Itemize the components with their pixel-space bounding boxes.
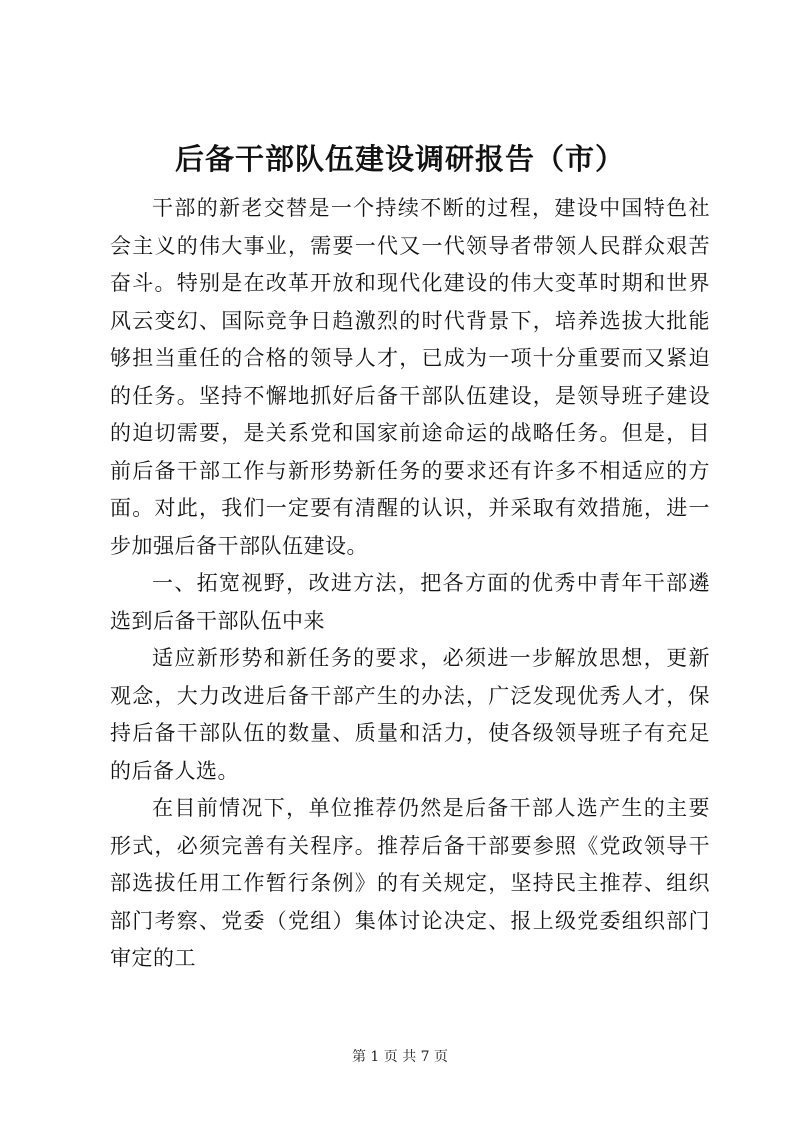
section-heading-1: 一、拓宽视野，改进方法，把各方面的优秀中青年干部遴选到后备干部队伍中来 — [110, 571, 710, 633]
document-body — [110, 190, 710, 978]
document-title: 后备干部队伍建设调研报告（市） — [174, 142, 625, 176]
paragraph-section-1-a: 适应新形势和新任务的要求，必须进一步解放思想，更新观念，大力改进后备干部产生的办法，广泛发现优秀人才，保持后备干部队伍的数量、质量和活力，使各级领导班子有充足的后备人选。 — [110, 646, 710, 783]
page-footer: 第 1 页 共 7 页 — [351, 1049, 449, 1065]
paragraph-section-1-b: 在目前情况下，单位推荐仍然是后备干部人选产生的主要形式，必须完善有关程序。推荐后备干部要参照《党政领导干部选拔任用工作暂行条例》的有关规定，坚持民主推荐、组织部门考察、党委（党组）集体讨论决定、报上级党委组织部门审定的工 — [110, 796, 710, 970]
paragraph-intro: 干部的新老交替是一个持续不断的过程，建设中国特色社会主义的伟大事业，需要一代又一代领导者带领人民群众艰苦奋斗。特别是在改革开放和现代化建设的伟大变革时期和世界风云变幻、国际竞争日趋激烈的时代背景下，培养选拔大批能够担当重任的合格的领导人才，已成为一项十分重要而又紧迫的任务。坚持不懈地抓好后备干部队伍建设，是领导班子建设的迫切需要，是关系党和国家前途命运的战略任务。但是，目前后备干部工作与新形势新任务的要求还有许多不相适应的方面。对此，我们一定要有清醒的认识，并采取有效措施，进一步加强后备干部队伍建设。 — [110, 196, 710, 558]
